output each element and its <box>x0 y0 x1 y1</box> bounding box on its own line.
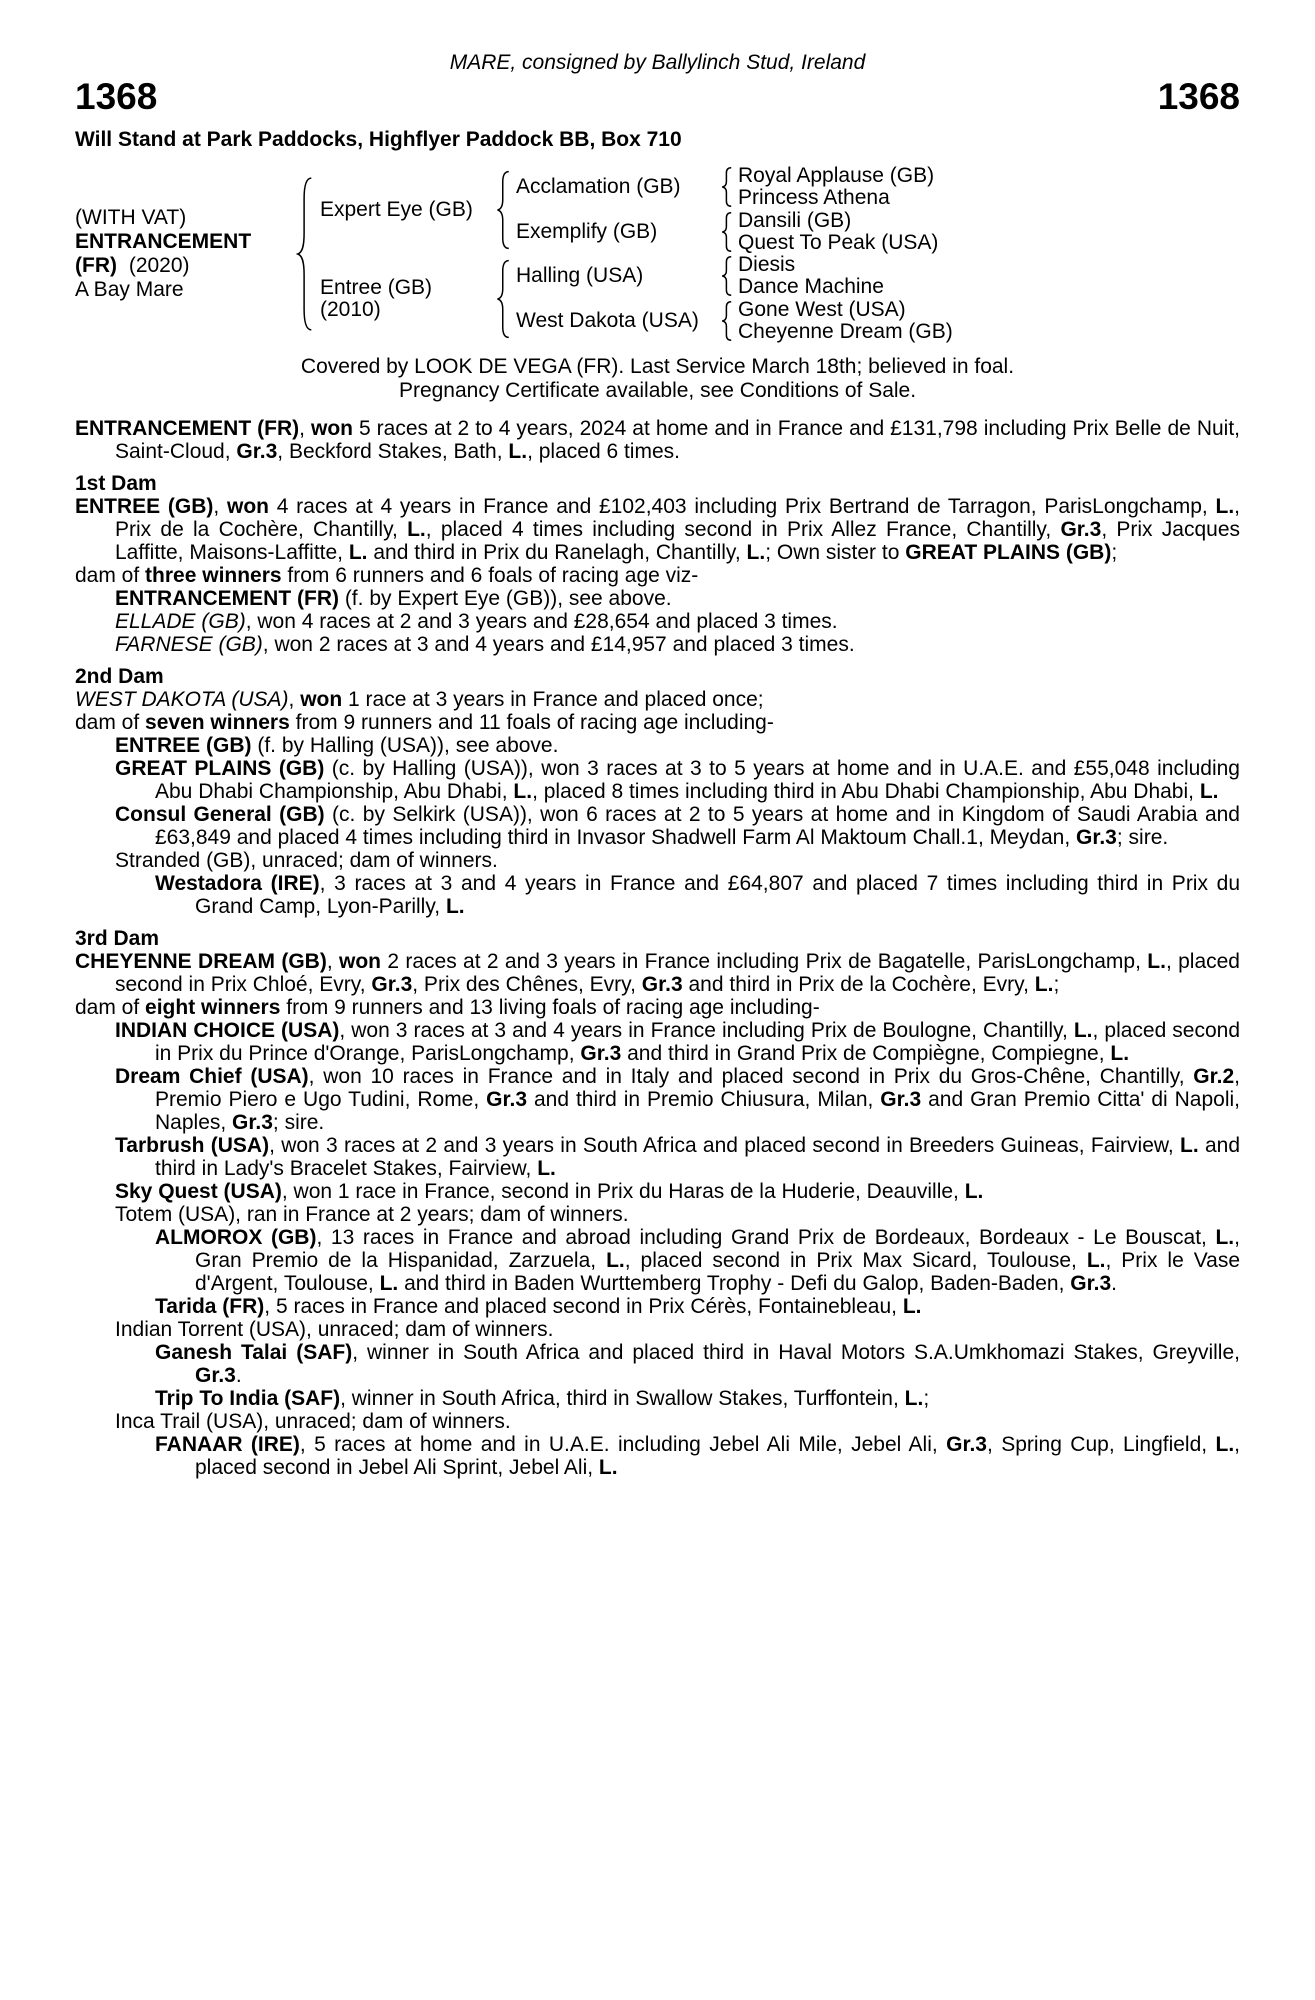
pedigree-table <box>75 165 1240 343</box>
dam-heading: 1st Dam <box>75 472 157 495</box>
sire-dam-branch <box>516 210 1240 255</box>
entry-indian-torrent: Indian Torrent (USA), unraced; dam of winners. <box>115 1318 554 1341</box>
subject-description: A Bay Mare <box>75 278 184 301</box>
entry-indian-choice: INDIAN CHOICE (USA), won 3 races at 3 and 4 years in France including Prix de Boulogne, Chantilly, L., placed second in Prix du Prince d'Orange, ParisLongchamp, Gr.3 and third in Grand Prix de Compiègne, Compiegne, L. <box>115 1019 1241 1065</box>
dam-of-line: dam of eight winners from 9 runners and 13 living foals of racing age including- <box>75 996 820 1019</box>
entry-great-plains: GREAT PLAINS (GB) (c. by Halling (USA)), won 3 races at 3 to 5 years at home and in U.A.E. and £55,048 including Abu Dhabi Championship, Abu Dhabi, L., placed 8 times including third in Abu Dhabi Championship, Abu Dhabi, L. <box>115 757 1240 803</box>
dam-sire-sire-name: Diesis <box>738 253 796 277</box>
dam-name-block <box>320 277 490 321</box>
entry-inca-trail: Inca Trail (USA), unraced; dam of winners. <box>115 1410 511 1433</box>
entry-entree-ref: ENTREE (GB) (f. by Halling (USA)), see above. <box>115 734 559 757</box>
pedigree-brace-icon <box>716 212 738 252</box>
entry-ellade: ELLADE (GB), won 4 races at 2 and 3 years and £28,654 and placed 3 times. <box>115 610 838 633</box>
entry-dream-chief: Dream Chief (USA), won 10 races in France and in Italy and placed second in Prix du Gros-Chêne, Chantilly, Gr.2, Premio Piero e Ugo Tudini, Rome, Gr.3 and third in Premio Chiusura, Milan, Gr.3 and Gran Premio Citta' di Napoli, Naples, Gr.3; sire. <box>115 1065 1240 1134</box>
entry-west-dakota: WEST DAKOTA (USA), won 1 race at 3 years in France and placed once; <box>75 688 764 711</box>
entry-entrancement-summary: ENTRANCEMENT (FR), won 5 races at 2 to 4 years, 2024 at home and in France and £131,798 including Prix Belle de Nuit, Saint-Cloud, Gr.3, Beckford Stakes, Bath, L., placed 6 times. <box>75 417 1241 463</box>
dam-heading: 3rd Dam <box>75 927 160 950</box>
catalogue-text <box>75 417 1240 1479</box>
lot-number-left: 1368 <box>75 76 158 117</box>
subject-block <box>75 165 290 343</box>
dam-name: Entree (GB) <box>320 275 433 299</box>
sire-dam-sire-name: Dansili (GB) <box>738 208 852 232</box>
lot-number-right: 1368 <box>1157 76 1240 117</box>
entry-fanaar: FANAAR (IRE), 5 races at home and in U.A.E. including Jebel Ali Mile, Jebel Ali, Gr.3, Spring Cup, Lingfield, L., placed second in Jebel Ali Sprint, Jebel Ali, L. <box>155 1433 1241 1479</box>
entry-tarida: Tarida (FR), 5 races in France and placed second in Prix Cérès, Fontainebleau, L. <box>155 1295 922 1318</box>
pedigree-brace-icon <box>290 165 320 343</box>
dam-dam-dam-name: Cheyenne Dream (GB) <box>738 319 953 343</box>
sire-branch <box>320 165 1240 254</box>
sire-dam-dam-name: Quest To Peak (USA) <box>738 230 939 254</box>
sire-dam-name: Exemplify (GB) <box>516 219 658 243</box>
entry-entrancement: ENTRANCEMENT (FR) (f. by Expert Eye (GB)), see above. <box>115 587 672 610</box>
dam-of-line: dam of three winners from 6 runners and 6 foals of racing age viz- <box>75 564 699 587</box>
lot-number-row <box>75 78 1240 115</box>
sire-name: Expert Eye (GB) <box>320 197 473 221</box>
sire-sire-dam-name: Princess Athena <box>738 186 890 210</box>
entry-stranded: Stranded (GB), unraced; dam of winners. <box>115 849 498 872</box>
covered-block <box>75 355 1240 403</box>
pregnancy-certificate-line: Pregnancy Certificate available, see Conditions of Sale. <box>398 379 917 402</box>
entry-totem: Totem (USA), ran in France at 2 years; dam of winners. <box>115 1203 629 1226</box>
pedigree-brace-icon <box>716 167 738 207</box>
subject-country: (FR) <box>75 254 117 277</box>
dam-branch <box>320 254 1240 343</box>
entry-westadora: Westadora (IRE), 3 races at 3 and 4 years in France and £64,807 and placed 7 times including third in Prix du Grand Camp, Lyon-Parilly, L. <box>155 872 1240 918</box>
stand-location-line: Will Stand at Park Paddocks, Highflyer Paddock BB, Box 710 <box>75 128 682 151</box>
entry-entree: ENTREE (GB), won 4 races at 4 years in France and £102,403 including Prix Bertrand de Tarragon, ParisLongchamp, L., Prix de la Cochère, Chantilly, L., placed 4 times including second in Prix Allez France, Chantilly, Gr.3, Prix Jacques Laffitte, Maisons-Laffitte, L. and third in Prix du Ranelagh, Chantilly, L.; Own sister to GREAT PLAINS (GB); <box>75 495 1241 564</box>
consignor-line: MARE, consigned by Ballylinch Stud, Ireland <box>449 51 866 74</box>
subject-name: ENTRANCEMENT <box>75 230 252 253</box>
entry-almorox: ALMOROX (GB), 13 races in France and abroad including Grand Prix de Bordeaux, Bordeaux - Le Bouscat, L., Gran Premio de la Hispanidad, Zarzuela, L., placed second in Prix Max Sicard, Toulouse, L., Prix le Vase d'Argent, Toulouse, L. and third in Baden Wurttemberg Trophy - Defi du Galop, Baden-Baden, Gr.3. <box>155 1226 1241 1295</box>
dam-dam-branch <box>516 299 1240 344</box>
entry-cheyenne-dream: CHEYENNE DREAM (GB), won 2 races at 2 and 3 years in France including Prix de Bagatelle, ParisLongchamp, L., placed second in Prix Chloé, Evry, Gr.3, Prix des Chênes, Evry, Gr.3 and third in Prix de la Cochère, Evry, L.; <box>75 950 1240 996</box>
pedigree-brace-icon <box>716 256 738 296</box>
subject-suffix-line <box>75 254 290 278</box>
pedigree-brace-icon <box>490 259 516 339</box>
dam-sire-name: Halling (USA) <box>516 264 644 288</box>
sire-sire-sire-name: Royal Applause (GB) <box>738 164 935 188</box>
entry-farnese: FARNESE (GB), won 2 races at 3 and 4 years and £14,957 and placed 3 times. <box>115 633 855 656</box>
dam-dam-name: West Dakota (USA) <box>516 308 699 332</box>
entry-ganesh-talai: Ganesh Talai (SAF), winner in South Africa and placed third in Haval Motors S.A.Umkhomazi Stakes, Greyville, Gr.3. <box>155 1341 1240 1387</box>
dam-dam-sire-name: Gone West (USA) <box>738 297 906 321</box>
dam-year: (2010) <box>320 297 381 321</box>
sire-sire-name: Acclamation (GB) <box>516 175 681 199</box>
vat-note: (WITH VAT) <box>75 206 187 229</box>
entry-consul-general: Consul General (GB) (c. by Selkirk (USA)), won 6 races at 2 to 5 years at home and in Kingdom of Saudi Arabia and £63,849 and placed 4 times including third in Invasor Shadwell Farm Al Maktoum Chall.1, Meydan, Gr.3; sire. <box>115 803 1240 849</box>
dam-sire-branch <box>516 254 1240 299</box>
sire-sire-branch <box>516 165 1240 210</box>
dam-heading: 2nd Dam <box>75 665 164 688</box>
dam-of-line: dam of seven winners from 9 runners and 11 foals of racing age including- <box>75 711 774 734</box>
pedigree-brace-icon <box>490 170 516 250</box>
dam-sire-dam-name: Dance Machine <box>738 275 884 299</box>
entry-sky-quest: Sky Quest (USA), won 1 race in France, second in Prix du Haras de la Huderie, Deauville, L. <box>115 1180 984 1203</box>
entry-tarbrush: Tarbrush (USA), won 3 races at 2 and 3 years in South Africa and placed second in Breeders Guineas, Fairview, L. and third in Lady's Bracelet Stakes, Fairview, L. <box>115 1134 1241 1180</box>
entry-trip-to-india: Trip To India (SAF), winner in South Africa, third in Swallow Stakes, Turffontein, L.; <box>155 1387 930 1410</box>
covered-line: Covered by LOOK DE VEGA (FR). Last Service March 18th; believed in foal. <box>300 355 1015 378</box>
subject-year: (2020) <box>128 254 190 277</box>
pedigree-brace-icon <box>716 301 738 341</box>
